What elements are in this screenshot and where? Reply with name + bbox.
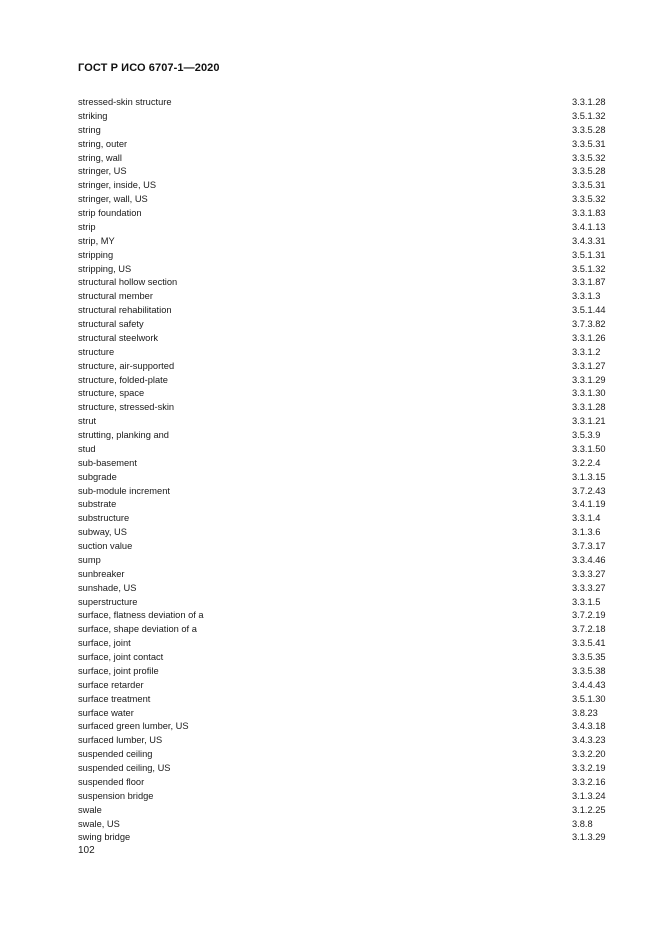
index-ref: 3.4.3.31 — [572, 235, 606, 246]
index-ref: 3.7.2.43 — [572, 485, 606, 496]
index-ref: 3.5.3.9 — [572, 430, 601, 440]
index-entry — [78, 276, 611, 290]
index-entry — [78, 790, 611, 804]
index-term: stripping, US — [78, 263, 132, 274]
index-ref: 3.3.2.20 — [572, 749, 606, 760]
document-header: ГОСТ Р ИСО 6707-1—2020 — [78, 62, 220, 74]
index-entry — [78, 110, 611, 124]
index-ref: 3.3.1.87 — [572, 277, 606, 288]
index-entry — [78, 609, 611, 623]
index-term: suspended floor — [78, 776, 145, 787]
index-ref: 3.3.1.26 — [572, 332, 606, 343]
index-ref: 3.3.5.32 — [572, 194, 606, 205]
index-ref: 3.4.3.23 — [572, 735, 606, 746]
index-term: sunshade, US — [78, 582, 137, 593]
index-entry — [78, 831, 611, 845]
index-term: stressed-skin structure — [78, 97, 172, 107]
index-ref: 3.1.3.15 — [572, 471, 606, 482]
index-ref: 3.3.1.5 — [572, 596, 601, 607]
index-term: surface, flatness deviation of a — [78, 610, 204, 621]
index-ref: 3.4.3.18 — [572, 721, 606, 732]
index-ref: 3.1.2.25 — [572, 804, 606, 815]
index-ref: 3.3.5.41 — [572, 638, 606, 649]
index-ref: 3.3.1.21 — [572, 416, 606, 427]
index-entry — [78, 693, 611, 707]
index-entry — [78, 346, 611, 360]
index-term: string, outer — [78, 138, 128, 149]
index-entry — [78, 651, 611, 665]
index-ref: 3.3.4.46 — [572, 554, 606, 565]
index-ref: 3.3.1.3 — [572, 291, 601, 302]
index-term: stud — [78, 443, 96, 454]
index-entry — [78, 776, 611, 790]
index-term: surfaced lumber, US — [78, 735, 163, 746]
index-ref: 3.7.3.82 — [572, 319, 606, 329]
index-entry — [78, 665, 611, 679]
index-ref: 3.5.1.44 — [572, 305, 606, 316]
index-term: sub-module increment — [78, 485, 170, 496]
index-entry — [78, 526, 611, 540]
index-ref: 3.4.4.43 — [572, 679, 606, 690]
index-entry — [78, 679, 611, 693]
index-entry — [78, 748, 611, 762]
index-entry — [78, 498, 611, 512]
index-ref: 3.1.3.6 — [572, 527, 601, 538]
index-ref: 3.3.1.4 — [572, 513, 601, 524]
index-term: striking — [78, 110, 108, 121]
index-ref: 3.3.1.27 — [572, 360, 606, 371]
index-ref: 3.3.5.28 — [572, 124, 606, 135]
index-term: structure, stressed-skin — [78, 402, 175, 413]
index-term: surface, shape deviation of a — [78, 624, 197, 635]
index-term: subgrade — [78, 471, 117, 482]
index-entry — [78, 818, 611, 832]
index-ref: 3.3.5.38 — [572, 665, 606, 676]
index-ref: 3.3.5.32 — [572, 152, 606, 163]
index-term: structure, folded-plate — [78, 374, 168, 385]
index-entry — [78, 387, 611, 401]
index-term: surfaced green lumber, US — [78, 721, 189, 732]
index-entry — [78, 512, 611, 526]
index-entry — [78, 762, 611, 776]
index-ref: 3.3.5.31 — [572, 138, 606, 149]
index-entry — [78, 152, 611, 166]
index-entry — [78, 485, 611, 499]
index-term: strut — [78, 416, 97, 427]
index-entry — [78, 568, 611, 582]
index-ref: 3.3.5.35 — [572, 652, 606, 662]
index-ref: 3.5.1.30 — [572, 693, 606, 704]
index-term: strip foundation — [78, 208, 142, 218]
index-entry — [78, 582, 611, 596]
index-ref: 3.3.1.28 — [572, 402, 606, 413]
index-entry — [78, 554, 611, 568]
index-entry — [78, 263, 611, 277]
index-term: structural steelwork — [78, 332, 159, 343]
index-entry — [78, 360, 611, 374]
page-number: 102 — [78, 845, 95, 856]
index-ref: 3.8.23 — [572, 707, 598, 718]
index-term: surface water — [78, 707, 134, 718]
index-ref: 3.3.3.27 — [572, 568, 606, 579]
index-entry — [78, 207, 611, 221]
index-entry — [78, 637, 611, 651]
index-entry — [78, 720, 611, 734]
index-term: suspended ceiling — [78, 749, 153, 760]
index-entry — [78, 165, 611, 179]
index-entry — [78, 179, 611, 193]
index-term: structural member — [78, 291, 153, 302]
index-term: structure — [78, 346, 115, 357]
index-term: substructure — [78, 513, 130, 524]
index-entry — [78, 707, 611, 721]
index-list — [78, 96, 611, 845]
index-term: surface, joint contact — [78, 652, 164, 662]
index-term: stripping — [78, 249, 114, 260]
index-term: structural hollow section — [78, 277, 178, 288]
index-term: stringer, US — [78, 166, 127, 177]
index-entry — [78, 374, 611, 388]
index-term: stringer, wall, US — [78, 194, 148, 205]
index-ref: 3.3.1.30 — [572, 388, 606, 399]
index-entry — [78, 193, 611, 207]
index-term: stringer, inside, US — [78, 180, 157, 191]
index-ref: 3.7.2.18 — [572, 624, 606, 635]
index-entry — [78, 138, 611, 152]
index-term: sub-basement — [78, 457, 137, 468]
index-entry — [78, 623, 611, 637]
index-entry — [78, 415, 611, 429]
index-term: sunbreaker — [78, 568, 125, 579]
index-entry — [78, 318, 611, 332]
index-term: subway, US — [78, 527, 127, 538]
index-term: strutting, planking and — [78, 430, 169, 440]
index-term: suspended ceiling, US — [78, 763, 171, 773]
index-ref: 3.4.1.13 — [572, 221, 606, 232]
index-term: structure, space — [78, 388, 145, 399]
index-term: strip, MY — [78, 235, 115, 246]
index-entry — [78, 221, 611, 235]
index-term: superstructure — [78, 596, 138, 607]
index-ref: 3.3.5.31 — [572, 180, 606, 191]
index-term: sump — [78, 554, 101, 565]
index-ref: 3.2.2.4 — [572, 457, 601, 468]
index-ref: 3.5.1.32 — [572, 110, 606, 121]
index-ref: 3.3.2.19 — [572, 763, 606, 773]
index-term: structural safety — [78, 319, 144, 329]
index-entry — [78, 596, 611, 610]
index-ref: 3.3.1.28 — [572, 97, 606, 107]
index-ref: 3.3.3.27 — [572, 582, 606, 593]
index-term: suspension bridge — [78, 790, 154, 801]
index-term: substrate — [78, 499, 117, 510]
index-entry — [78, 235, 611, 249]
index-ref: 3.1.3.29 — [572, 832, 606, 843]
index-term: suction value — [78, 541, 133, 551]
index-ref: 3.1.3.24 — [572, 790, 606, 801]
index-ref: 3.5.1.32 — [572, 263, 606, 274]
index-term: swing bridge — [78, 832, 131, 843]
index-ref: 3.7.2.19 — [572, 610, 606, 621]
index-ref: 3.3.1.29 — [572, 374, 606, 385]
index-ref: 3.3.1.83 — [572, 208, 606, 218]
index-entry — [78, 304, 611, 318]
index-term: surface retarder — [78, 679, 144, 690]
index-entry — [78, 471, 611, 485]
index-term: string — [78, 124, 101, 135]
index-term: surface, joint profile — [78, 665, 159, 676]
index-term: swale, US — [78, 818, 120, 829]
index-ref: 3.3.1.50 — [572, 443, 606, 454]
index-entry — [78, 443, 611, 457]
index-ref: 3.5.1.31 — [572, 249, 606, 260]
index-term: string, wall — [78, 152, 122, 163]
index-entry — [78, 401, 611, 415]
index-term: structure, air-supported — [78, 360, 175, 371]
index-entry — [78, 804, 611, 818]
index-entry — [78, 249, 611, 263]
index-term: surface treatment — [78, 693, 151, 704]
index-entry — [78, 290, 611, 304]
index-entry — [78, 429, 611, 443]
index-entry — [78, 96, 611, 110]
index-term: swale — [78, 804, 102, 815]
index-ref: 3.8.8 — [572, 818, 593, 829]
index-entry — [78, 734, 611, 748]
index-ref: 3.3.2.16 — [572, 776, 606, 787]
index-entry — [78, 457, 611, 471]
index-term: surface, joint — [78, 638, 131, 649]
index-entry — [78, 332, 611, 346]
index-entry — [78, 540, 611, 554]
index-term: structural rehabilitation — [78, 305, 172, 316]
index-ref: 3.3.1.2 — [572, 346, 601, 357]
index-ref: 3.7.3.17 — [572, 541, 606, 551]
index-term: strip — [78, 221, 96, 232]
index-ref: 3.3.5.28 — [572, 166, 606, 177]
index-entry — [78, 124, 611, 138]
index-ref: 3.4.1.19 — [572, 499, 606, 510]
